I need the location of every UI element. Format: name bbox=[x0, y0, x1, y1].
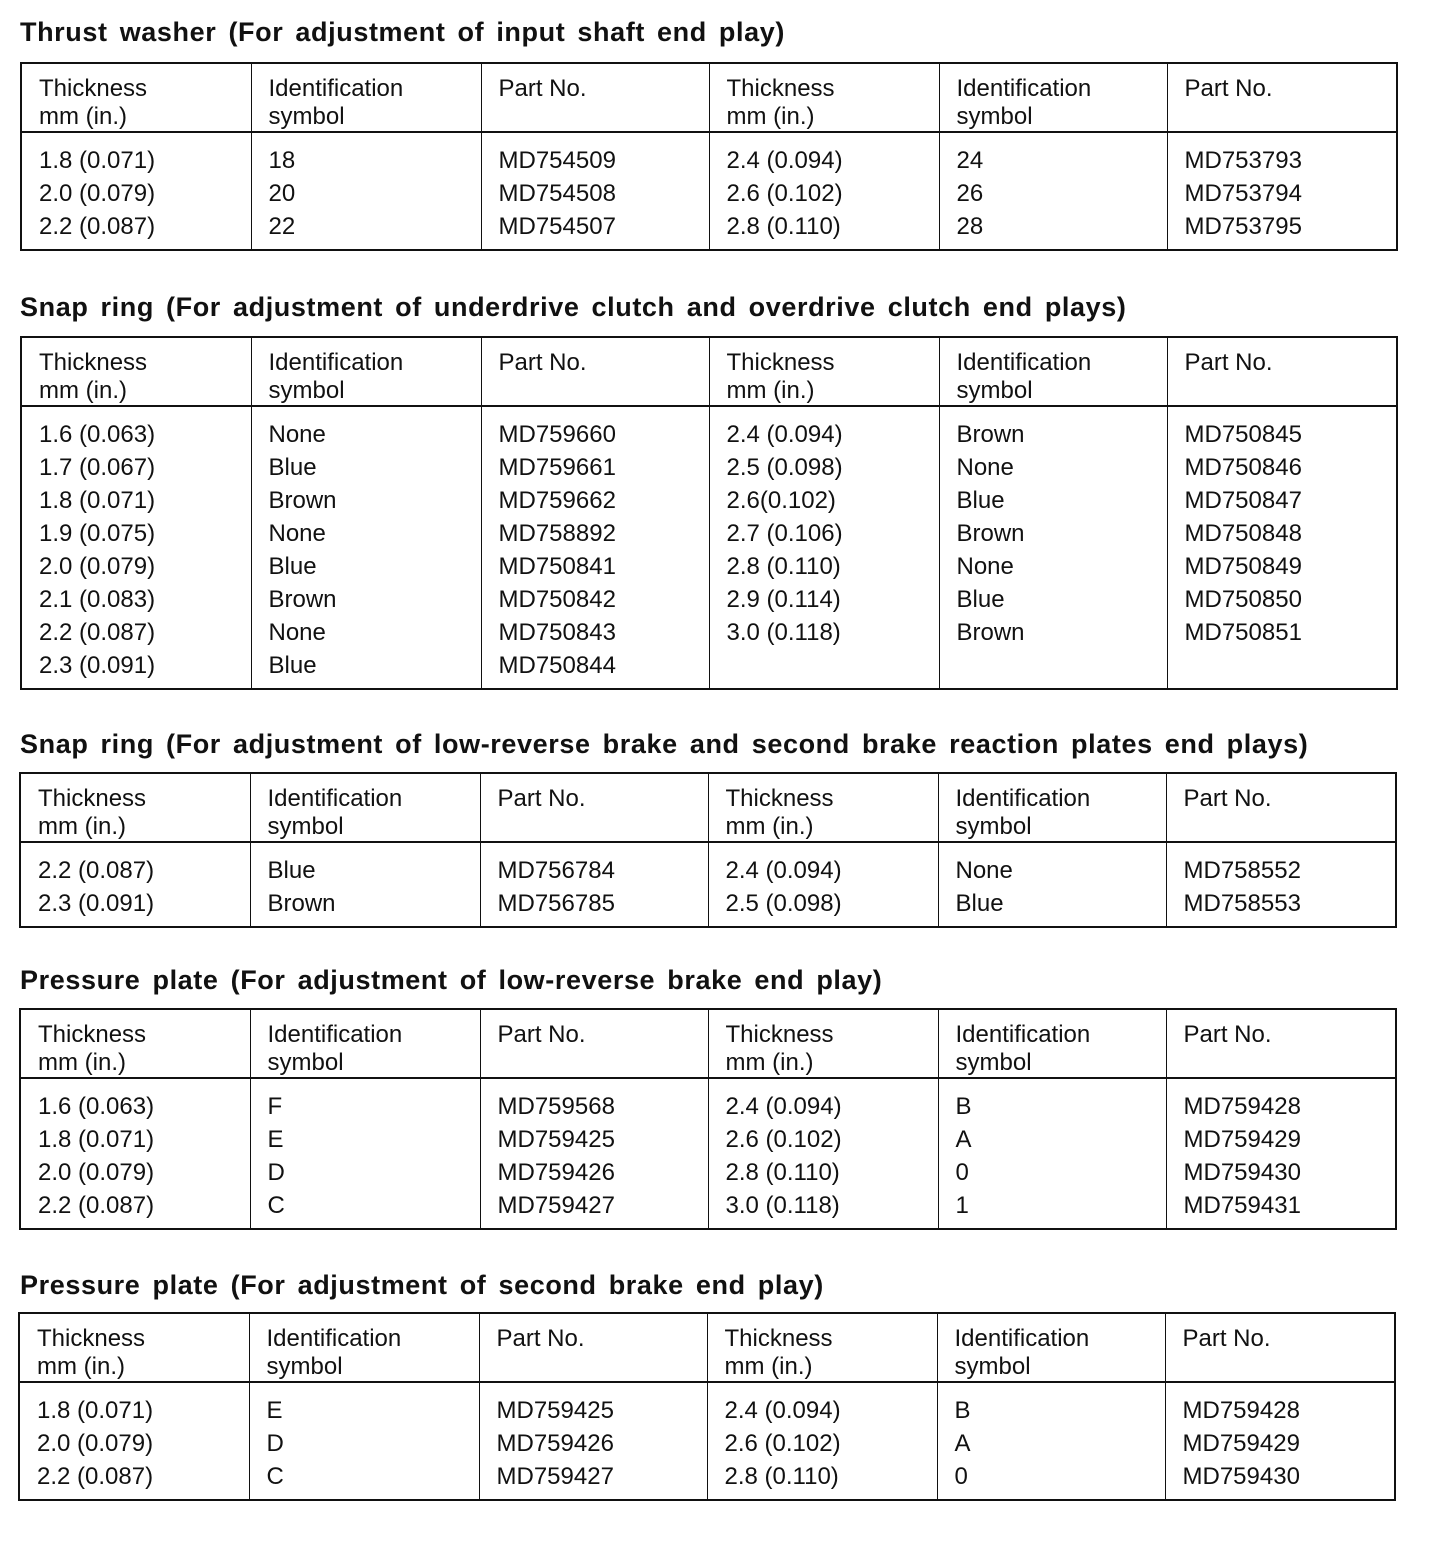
thickness-value: 2.4 (0.094) bbox=[726, 147, 843, 174]
header-identification-symbol bbox=[939, 63, 1167, 132]
thickness-value: 2.5 (0.098) bbox=[726, 454, 843, 481]
thickness-value: 2.4 (0.094) bbox=[725, 1093, 842, 1120]
header-part-no bbox=[1167, 337, 1397, 406]
part-number-value: MD759426 bbox=[497, 1159, 615, 1186]
thickness-value: 2.6 (0.102) bbox=[726, 180, 843, 207]
section-title: Pressure plate (For adjustment of second brake end play) bbox=[20, 1270, 824, 1300]
thickness-value: 3.0 (0.118) bbox=[726, 619, 841, 646]
part-number-value: MD754508 bbox=[498, 180, 616, 207]
left-thickness-column bbox=[20, 1078, 250, 1229]
part-number-value: MD759660 bbox=[498, 421, 616, 448]
part-number-value: MD759429 bbox=[1182, 1430, 1300, 1457]
spec-table bbox=[20, 62, 1398, 251]
thickness-value: 2.2 (0.087) bbox=[38, 857, 155, 884]
thickness-value: 2.8 (0.110) bbox=[725, 1159, 840, 1186]
table-row bbox=[20, 842, 1396, 927]
identification-symbol-value: 0 bbox=[955, 1159, 969, 1186]
header-part-no-label: Part No. bbox=[1183, 785, 1272, 812]
header-row bbox=[20, 773, 1396, 842]
part-number-value: MD759427 bbox=[497, 1192, 615, 1219]
part-number-value: MD759431 bbox=[1183, 1192, 1301, 1219]
header-identification-symbol bbox=[937, 1313, 1165, 1382]
identification-symbol-value: E bbox=[266, 1397, 283, 1424]
thickness-value: 3.0 (0.118) bbox=[725, 1192, 840, 1219]
thickness-value: 2.8 (0.110) bbox=[726, 213, 841, 240]
header-part-no bbox=[479, 1313, 707, 1382]
header-thickness-line1: Thickness bbox=[39, 349, 148, 376]
header-identification-line2: symbol bbox=[956, 377, 1033, 404]
header-identification-line2: symbol bbox=[955, 813, 1032, 840]
header-identification-line1: Identification bbox=[956, 75, 1092, 102]
part-number-value: MD759568 bbox=[497, 1093, 615, 1120]
part-number-value: MD756785 bbox=[497, 890, 615, 917]
identification-symbol-value: 28 bbox=[956, 213, 984, 240]
part-number-value: MD759430 bbox=[1183, 1159, 1301, 1186]
identification-symbol-value: None bbox=[268, 619, 326, 646]
header-part-no bbox=[480, 773, 708, 842]
identification-symbol-value: Brown bbox=[268, 487, 337, 514]
left-symbol-column bbox=[250, 842, 480, 927]
header-identification-symbol bbox=[250, 1009, 480, 1078]
table-row bbox=[19, 1382, 1395, 1500]
identification-symbol-value: 22 bbox=[268, 213, 296, 240]
spec-table bbox=[18, 1312, 1396, 1501]
header-thickness-line1: Thickness bbox=[39, 75, 148, 102]
left-part-column bbox=[480, 842, 708, 927]
header-identification-line1: Identification bbox=[266, 1325, 402, 1352]
identification-symbol-value: None bbox=[268, 421, 326, 448]
header-part-no bbox=[1167, 63, 1397, 132]
header-identification-symbol bbox=[939, 337, 1167, 406]
thickness-value: 2.8 (0.110) bbox=[726, 553, 841, 580]
header-row bbox=[20, 1009, 1396, 1078]
table-row bbox=[21, 406, 1397, 689]
header-thickness-line1: Thickness bbox=[725, 785, 834, 812]
right-part-column bbox=[1165, 1382, 1395, 1500]
thickness-value: 2.4 (0.094) bbox=[726, 421, 843, 448]
part-number-value: MD750845 bbox=[1184, 421, 1302, 448]
header-identification-symbol bbox=[938, 1009, 1166, 1078]
part-number-value: MD753793 bbox=[1184, 147, 1302, 174]
header-identification-symbol bbox=[251, 337, 481, 406]
part-number-value: MD759428 bbox=[1182, 1397, 1300, 1424]
header-thickness-line1: Thickness bbox=[726, 349, 835, 376]
identification-symbol-value: 1 bbox=[955, 1192, 969, 1219]
identification-symbol-value: Brown bbox=[956, 421, 1025, 448]
header-identification-line2: symbol bbox=[267, 813, 344, 840]
left-symbol-column bbox=[249, 1382, 479, 1500]
part-number-value: MD750849 bbox=[1184, 553, 1302, 580]
part-number-value: MD753794 bbox=[1184, 180, 1302, 207]
identification-symbol-value: D bbox=[266, 1430, 284, 1457]
identification-symbol-value: Blue bbox=[955, 890, 1004, 917]
thickness-value: 2.5 (0.098) bbox=[725, 890, 842, 917]
identification-symbol-value: None bbox=[955, 857, 1013, 884]
header-thickness-line2: mm (in.) bbox=[725, 1049, 814, 1076]
header-identification-symbol bbox=[250, 773, 480, 842]
part-number-value: MD756784 bbox=[497, 857, 615, 884]
part-number-value: MD753795 bbox=[1184, 213, 1302, 240]
thickness-value: 2.7 (0.106) bbox=[726, 520, 843, 547]
identification-symbol-value: A bbox=[955, 1126, 972, 1153]
header-thickness bbox=[709, 337, 939, 406]
part-number-value: MD750846 bbox=[1184, 454, 1302, 481]
header-identification-symbol bbox=[249, 1313, 479, 1382]
table-row bbox=[20, 1078, 1396, 1229]
part-number-value: MD759430 bbox=[1182, 1463, 1300, 1490]
part-number-value: MD750843 bbox=[498, 619, 616, 646]
header-part-no bbox=[1166, 1009, 1396, 1078]
part-number-value: MD759428 bbox=[1183, 1093, 1301, 1120]
right-symbol-column bbox=[937, 1382, 1165, 1500]
header-identification-line2: symbol bbox=[268, 377, 345, 404]
header-thickness bbox=[707, 1313, 937, 1382]
header-thickness-line2: mm (in.) bbox=[726, 103, 815, 130]
header-thickness-line2: mm (in.) bbox=[726, 377, 815, 404]
identification-symbol-value: Brown bbox=[956, 619, 1025, 646]
identification-symbol-value: Blue bbox=[956, 487, 1005, 514]
header-part-no bbox=[480, 1009, 708, 1078]
identification-symbol-value: A bbox=[954, 1430, 971, 1457]
thickness-value: 2.6 (0.102) bbox=[725, 1126, 842, 1153]
header-identification-line2: symbol bbox=[956, 103, 1033, 130]
header-identification-line1: Identification bbox=[267, 1021, 403, 1048]
left-symbol-column bbox=[250, 1078, 480, 1229]
part-number-value: MD750841 bbox=[498, 553, 616, 580]
header-row bbox=[21, 63, 1397, 132]
header-identification-line2: symbol bbox=[268, 103, 345, 130]
thickness-value: 2.2 (0.087) bbox=[37, 1463, 154, 1490]
thickness-value: 2.4 (0.094) bbox=[725, 857, 842, 884]
header-thickness bbox=[20, 773, 250, 842]
part-number-value: MD754507 bbox=[498, 213, 616, 240]
thickness-value: 2.9 (0.114) bbox=[726, 586, 841, 613]
identification-symbol-value: 24 bbox=[956, 147, 984, 174]
header-thickness bbox=[708, 773, 938, 842]
part-number-value: MD758892 bbox=[498, 520, 616, 547]
header-thickness-line1: Thickness bbox=[37, 1325, 146, 1352]
identification-symbol-value: Blue bbox=[956, 586, 1005, 613]
left-thickness-column bbox=[21, 132, 251, 250]
identification-symbol-value: C bbox=[266, 1463, 284, 1490]
thickness-value: 2.4 (0.094) bbox=[724, 1397, 841, 1424]
part-number-value: MD758552 bbox=[1183, 857, 1301, 884]
thickness-value: 2.8 (0.110) bbox=[724, 1463, 839, 1490]
left-thickness-column bbox=[20, 842, 250, 927]
right-symbol-column bbox=[938, 1078, 1166, 1229]
left-part-column bbox=[481, 406, 709, 689]
part-number-value: MD750850 bbox=[1184, 586, 1302, 613]
part-number-value: MD750844 bbox=[498, 652, 616, 679]
part-number-value: MD758553 bbox=[1183, 890, 1301, 917]
thickness-value: 2.6(0.102) bbox=[726, 487, 836, 514]
header-identification-line2: symbol bbox=[267, 1049, 344, 1076]
identification-symbol-value: Brown bbox=[268, 586, 337, 613]
header-thickness bbox=[709, 63, 939, 132]
identification-symbol-value: Blue bbox=[268, 652, 317, 679]
left-thickness-column bbox=[21, 406, 251, 689]
thickness-value: 2.2 (0.087) bbox=[39, 213, 156, 240]
identification-symbol-value: None bbox=[956, 454, 1014, 481]
header-part-no-label: Part No. bbox=[497, 785, 586, 812]
header-identification-line2: symbol bbox=[955, 1049, 1032, 1076]
header-part-no-label: Part No. bbox=[1182, 1325, 1271, 1352]
right-thickness-column bbox=[708, 842, 938, 927]
thickness-value: 2.0 (0.079) bbox=[38, 1159, 155, 1186]
header-identification-line1: Identification bbox=[268, 75, 404, 102]
identification-symbol-value: F bbox=[267, 1093, 283, 1120]
part-number-value: MD750851 bbox=[1184, 619, 1302, 646]
left-symbol-column bbox=[251, 406, 481, 689]
header-part-no-label: Part No. bbox=[496, 1325, 585, 1352]
header-part-no-label: Part No. bbox=[1184, 349, 1273, 376]
identification-symbol-value: Blue bbox=[267, 857, 316, 884]
thickness-value: 2.0 (0.079) bbox=[39, 180, 156, 207]
header-thickness-line2: mm (in.) bbox=[39, 377, 127, 404]
identification-symbol-value: D bbox=[267, 1159, 285, 1186]
header-identification-line2: symbol bbox=[954, 1353, 1031, 1380]
right-thickness-column bbox=[709, 132, 939, 250]
header-row bbox=[21, 337, 1397, 406]
header-thickness-line1: Thickness bbox=[38, 785, 147, 812]
header-thickness-line1: Thickness bbox=[726, 75, 835, 102]
part-number-value: MD759429 bbox=[1183, 1126, 1301, 1153]
header-part-no-label: Part No. bbox=[497, 1021, 586, 1048]
part-number-value: MD759426 bbox=[496, 1430, 614, 1457]
thickness-value: 1.8 (0.071) bbox=[39, 147, 156, 174]
section-title: Thrust washer (For adjustment of input shaft end play) bbox=[20, 17, 785, 47]
header-identification-symbol bbox=[251, 63, 481, 132]
identification-symbol-value: 18 bbox=[268, 147, 296, 174]
identification-symbol-value: 20 bbox=[268, 180, 296, 207]
header-identification-symbol bbox=[938, 773, 1166, 842]
part-number-value: MD750842 bbox=[498, 586, 616, 613]
header-thickness-line2: mm (in.) bbox=[38, 813, 126, 840]
header-identification-line1: Identification bbox=[954, 1325, 1090, 1352]
thickness-value: 2.6 (0.102) bbox=[724, 1430, 841, 1457]
part-number-value: MD759425 bbox=[496, 1397, 614, 1424]
identification-symbol-value: Blue bbox=[268, 454, 317, 481]
section-title: Pressure plate (For adjustment of low-reverse brake end play) bbox=[20, 965, 883, 995]
identification-symbol-value: C bbox=[267, 1192, 285, 1219]
thickness-value: 1.9 (0.075) bbox=[39, 520, 156, 547]
header-part-no bbox=[1165, 1313, 1395, 1382]
identification-symbol-value: Blue bbox=[268, 553, 317, 580]
right-thickness-column bbox=[708, 1078, 938, 1229]
header-thickness-line2: mm (in.) bbox=[725, 813, 814, 840]
thickness-value: 2.3 (0.091) bbox=[39, 652, 156, 679]
identification-symbol-value: 0 bbox=[954, 1463, 968, 1490]
header-thickness-line2: mm (in.) bbox=[724, 1353, 813, 1380]
right-symbol-column bbox=[939, 406, 1167, 689]
left-thickness-column bbox=[19, 1382, 249, 1500]
thickness-value: 1.6 (0.063) bbox=[39, 421, 156, 448]
part-number-value: MD759661 bbox=[498, 454, 616, 481]
header-identification-line1: Identification bbox=[955, 785, 1091, 812]
thickness-value: 2.0 (0.079) bbox=[37, 1430, 154, 1457]
header-identification-line1: Identification bbox=[955, 1021, 1091, 1048]
part-number-value: MD750848 bbox=[1184, 520, 1302, 547]
spec-table bbox=[19, 772, 1397, 928]
right-part-column bbox=[1166, 842, 1396, 927]
header-thickness-line1: Thickness bbox=[725, 1021, 834, 1048]
thickness-value: 1.8 (0.071) bbox=[38, 1126, 155, 1153]
header-part-no-label: Part No. bbox=[1183, 1021, 1272, 1048]
thickness-value: 1.8 (0.071) bbox=[37, 1397, 154, 1424]
header-identification-line1: Identification bbox=[267, 785, 403, 812]
identification-symbol-value: None bbox=[956, 553, 1014, 580]
identification-symbol-value: E bbox=[267, 1126, 284, 1153]
identification-symbol-value: B bbox=[955, 1093, 972, 1120]
thickness-value: 1.7 (0.067) bbox=[39, 454, 156, 481]
thickness-value: 1.8 (0.071) bbox=[39, 487, 156, 514]
header-part-no bbox=[1166, 773, 1396, 842]
right-part-column bbox=[1167, 406, 1397, 689]
right-symbol-column bbox=[938, 842, 1166, 927]
left-part-column bbox=[479, 1382, 707, 1500]
header-part-no bbox=[481, 337, 709, 406]
left-part-column bbox=[481, 132, 709, 250]
identification-symbol-value: Brown bbox=[956, 520, 1025, 547]
header-thickness bbox=[19, 1313, 249, 1382]
header-identification-line1: Identification bbox=[268, 349, 404, 376]
thickness-value: 2.0 (0.079) bbox=[39, 553, 156, 580]
part-number-value: MD754509 bbox=[498, 147, 616, 174]
thickness-value: 1.6 (0.063) bbox=[38, 1093, 155, 1120]
header-part-no-label: Part No. bbox=[1184, 75, 1273, 102]
right-part-column bbox=[1167, 132, 1397, 250]
header-thickness-line1: Thickness bbox=[724, 1325, 833, 1352]
header-thickness bbox=[20, 1009, 250, 1078]
header-row bbox=[19, 1313, 1395, 1382]
header-thickness-line1: Thickness bbox=[38, 1021, 147, 1048]
part-number-value: MD759427 bbox=[496, 1463, 614, 1490]
thickness-value: 2.2 (0.087) bbox=[38, 1192, 155, 1219]
left-symbol-column bbox=[251, 132, 481, 250]
header-thickness-line2: mm (in.) bbox=[37, 1353, 125, 1380]
thickness-value: 2.1 (0.083) bbox=[39, 586, 156, 613]
identification-symbol-value: 26 bbox=[956, 180, 984, 207]
header-thickness bbox=[21, 337, 251, 406]
left-part-column bbox=[480, 1078, 708, 1229]
spec-table bbox=[19, 1008, 1397, 1230]
header-part-no bbox=[481, 63, 709, 132]
header-thickness-line2: mm (in.) bbox=[39, 103, 127, 130]
identification-symbol-value: B bbox=[954, 1397, 971, 1424]
header-part-no-label: Part No. bbox=[498, 349, 587, 376]
part-number-value: MD759662 bbox=[498, 487, 616, 514]
identification-symbol-value: Brown bbox=[267, 890, 336, 917]
right-part-column bbox=[1166, 1078, 1396, 1229]
spec-table bbox=[20, 336, 1398, 690]
part-number-value: MD750847 bbox=[1184, 487, 1302, 514]
header-thickness bbox=[21, 63, 251, 132]
thickness-value: 2.2 (0.087) bbox=[39, 619, 156, 646]
section-title: Snap ring (For adjustment of low-reverse brake and second brake reaction plates end plays) bbox=[20, 729, 1309, 759]
thickness-value: 2.3 (0.091) bbox=[38, 890, 155, 917]
section-title: Snap ring (For adjustment of underdrive clutch and overdrive clutch end plays) bbox=[20, 292, 1127, 322]
right-thickness-column bbox=[707, 1382, 937, 1500]
identification-symbol-value: None bbox=[268, 520, 326, 547]
right-symbol-column bbox=[939, 132, 1167, 250]
header-thickness-line2: mm (in.) bbox=[38, 1049, 126, 1076]
header-identification-line2: symbol bbox=[266, 1353, 343, 1380]
header-part-no-label: Part No. bbox=[498, 75, 587, 102]
right-thickness-column bbox=[709, 406, 939, 689]
header-identification-line1: Identification bbox=[956, 349, 1092, 376]
table-row bbox=[21, 132, 1397, 250]
header-thickness bbox=[708, 1009, 938, 1078]
part-number-value: MD759425 bbox=[497, 1126, 615, 1153]
